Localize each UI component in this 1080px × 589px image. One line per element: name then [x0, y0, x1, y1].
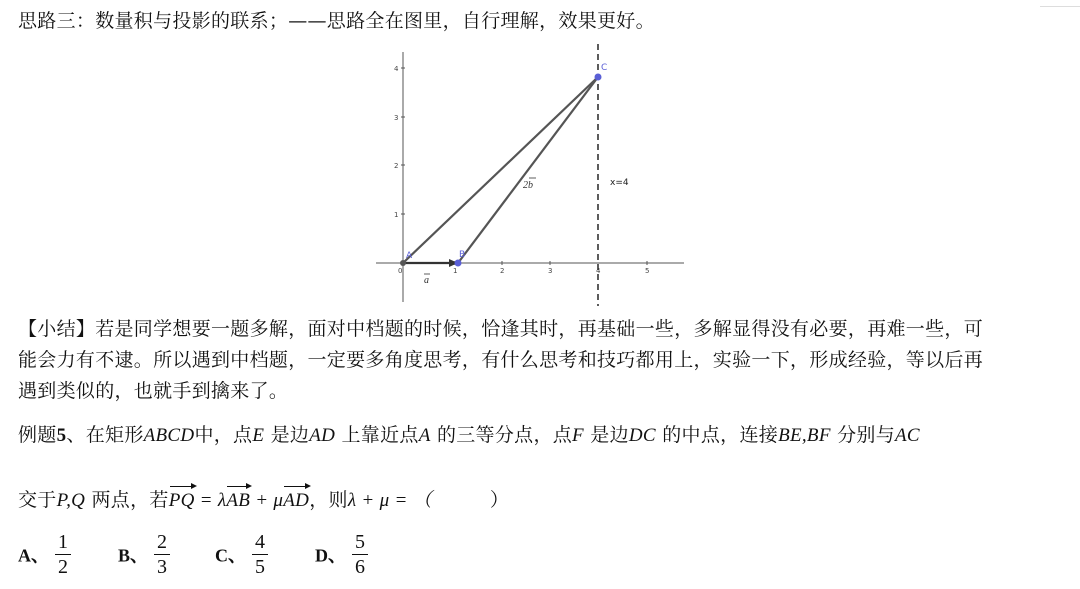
- denominator: 2: [58, 556, 68, 578]
- segments-BE-BF: BE,BF: [778, 425, 831, 446]
- y-tick-2: 2: [394, 162, 399, 170]
- plus-mu: + μ: [250, 490, 284, 511]
- side-AD: AD: [309, 425, 336, 446]
- answer-blank: [432, 489, 490, 511]
- point-B: [455, 260, 462, 267]
- x-tick-0: 0: [398, 267, 403, 275]
- y-tick-4: 4: [394, 65, 399, 73]
- point-F: F: [572, 425, 584, 446]
- fraction: [252, 530, 268, 579]
- example-text: 上靠近点: [341, 424, 419, 446]
- label-vector-2b: 2b: [523, 180, 533, 191]
- rect-ABCD: ABCD: [143, 425, 195, 446]
- option-A: [18, 530, 71, 579]
- example-text: 分别与: [837, 424, 895, 446]
- example-text: 两点，若: [91, 489, 169, 511]
- summary-prefix: 【小结】: [18, 318, 96, 340]
- lambda-plus-mu-expr: λ + μ = （: [347, 490, 432, 511]
- numerator: 4: [255, 531, 265, 553]
- x-tick-3: 3: [548, 267, 553, 275]
- summary-line-2: 能会力有不逮。所以遇到中档题，一定要多角度思考，有什么思考和技巧都用上，实验一下，形成经验，等以后再: [18, 349, 984, 371]
- x-tick-1: 1: [453, 267, 458, 275]
- side-DC: DC: [628, 425, 656, 446]
- vector-PQ: PQ: [169, 484, 195, 512]
- example-text: ，则: [309, 489, 348, 511]
- label-vector-a: a: [424, 275, 429, 286]
- segment-BC: [458, 77, 598, 263]
- fraction: [352, 530, 368, 579]
- example-text: 中，点: [194, 424, 253, 446]
- x-tick-5: 5: [645, 267, 650, 275]
- fraction: [55, 530, 71, 579]
- summary-line-1: [18, 314, 983, 341]
- example-text: 的中点，连接: [662, 424, 779, 446]
- option-label: C、: [215, 545, 246, 566]
- denominator: 3: [157, 556, 168, 578]
- option-B: [118, 530, 170, 579]
- point-A-text: A: [418, 425, 431, 446]
- vector-AD: AD: [283, 484, 309, 512]
- option-label: A、: [18, 545, 49, 566]
- section-heading: 思路三：数量积与投影的联系；——思路全在图里，自行理解，效果更好。: [18, 10, 655, 32]
- option-label: B、: [118, 545, 149, 566]
- label-B: B: [459, 250, 466, 260]
- equals-lambda: = λ: [194, 490, 227, 511]
- y-tick-3: 3: [394, 114, 399, 122]
- label-C: C: [601, 63, 608, 73]
- close-paren: ）: [489, 489, 510, 511]
- example-line-1: [18, 420, 920, 447]
- example-line-2: [18, 484, 509, 512]
- example-text: 、在矩形: [66, 424, 144, 446]
- x-tick-4: 4: [596, 267, 601, 275]
- denominator: 5: [255, 556, 265, 578]
- segment-AC: [403, 77, 598, 263]
- x-tick-2: 2: [500, 267, 505, 275]
- example-text: 交于: [18, 489, 57, 511]
- example-text: 的三等分点，点: [436, 424, 573, 446]
- example-text: 是边: [590, 424, 629, 446]
- vector-diagram: [370, 44, 690, 306]
- y-tick-1: 1: [394, 211, 399, 219]
- example-label: 例题: [18, 424, 57, 446]
- option-label: D、: [315, 545, 346, 566]
- label-x-eq-4: x=4: [610, 178, 629, 188]
- numerator: 1: [58, 531, 68, 553]
- point-E: E: [252, 425, 265, 446]
- point-C: [595, 74, 602, 81]
- fraction: [154, 530, 170, 579]
- points-P-Q: P,Q: [56, 490, 86, 511]
- summary-text-1: 若是同学想要一题多解，面对中档题的时候，恰逢其时，再基础一些，多解显得没有必要，再难一些，可: [95, 318, 984, 340]
- page-corner-mark: [1040, 0, 1080, 7]
- example-text: 是边: [270, 424, 310, 446]
- diagonal-AC: AC: [895, 425, 920, 446]
- example-number: 5: [56, 425, 67, 446]
- numerator: 5: [355, 531, 365, 553]
- option-D: [315, 530, 368, 579]
- denominator: 6: [355, 556, 365, 578]
- vector-AB: AB: [226, 484, 250, 512]
- summary-line-3: 遇到类似的，也就手到擒来了。: [18, 380, 289, 402]
- label-A: A: [406, 251, 413, 261]
- numerator: 2: [157, 531, 168, 553]
- option-C: [215, 530, 268, 579]
